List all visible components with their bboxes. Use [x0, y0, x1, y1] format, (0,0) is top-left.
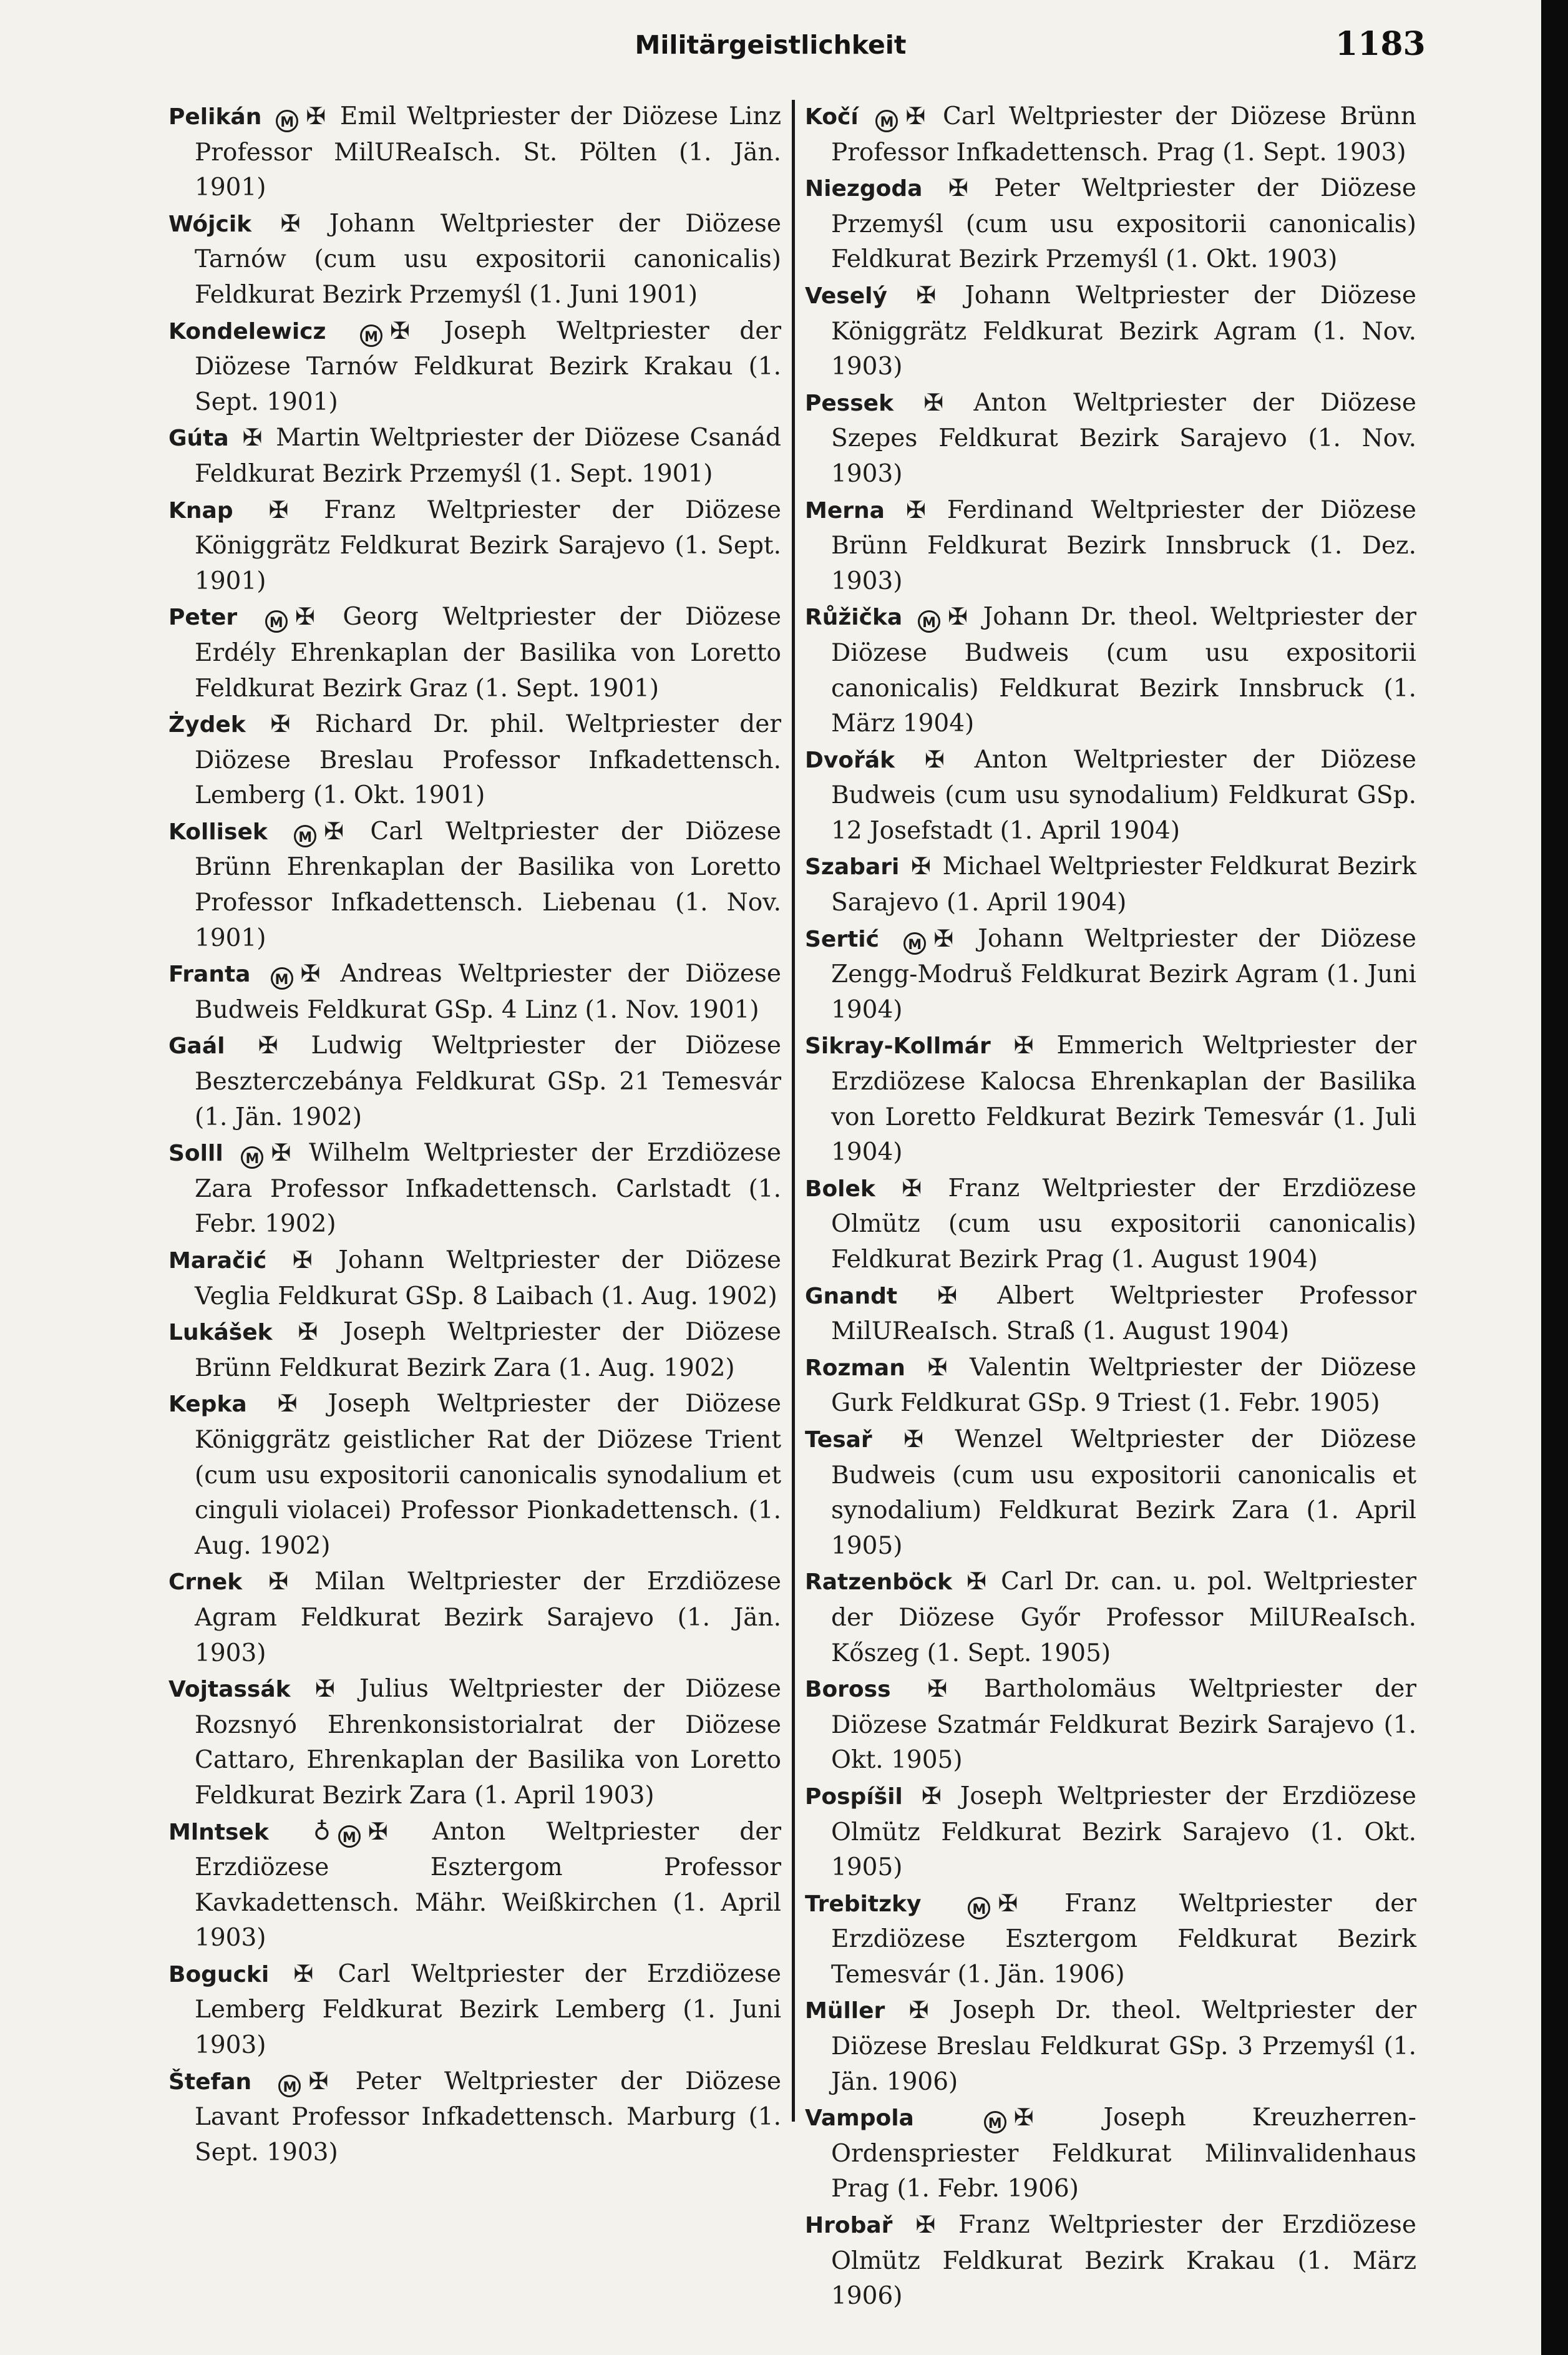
- cross-icon: ✠: [908, 1996, 929, 2024]
- entry-text: Carl Weltpriester der Diözese Brünn Ehrenkaplan der Basilika von Loretto Professor Infkadettensch. Liebenau (1. Nov. 1901): [195, 817, 781, 952]
- register-entry: [805, 1171, 1416, 1278]
- register-entry: [805, 599, 1416, 741]
- medal-m-icon: M: [875, 110, 898, 132]
- cross-icon: ✠: [292, 1246, 313, 1274]
- entry-surname: Kondelewicz: [168, 318, 326, 344]
- register-entry: [805, 1564, 1416, 1671]
- page-number: 1183: [1335, 25, 1426, 63]
- entry-surname: Hrobař: [805, 2213, 893, 2239]
- cross-icon: ✠: [268, 495, 289, 524]
- register-entry: [168, 1814, 781, 1956]
- cross-icon: ✠: [389, 316, 410, 344]
- register-entry: [168, 1564, 781, 1671]
- register-entry: [805, 1886, 1416, 1993]
- cross-icon: ✠: [280, 209, 301, 237]
- entry-text: Franz Weltpriester der Erzdiözese Olmütz (cum usu expositorii canonicalis) Feldkurat Bezirk Prag (1. August 1904): [831, 1174, 1416, 1274]
- cross-icon: ✠: [258, 1031, 278, 1060]
- entry-text: Anton Weltpriester der Erzdiözese Esztergom Professor Kavkadettensch. Mähr. Weißkirchen (1. April 1903): [195, 1817, 781, 1953]
- entry-surname: Pospíšil: [805, 1783, 903, 1810]
- register-entry: [805, 170, 1416, 278]
- entry-text: Wilhelm Weltpriester der Erzdiözese Zara Professor Infkadettensch. Carlstadt (1. Febr. 1902): [195, 1139, 782, 1239]
- entry-text: Carl Weltpriester der Diözese Brünn Professor Infkadettensch. Prag (1. Sept. 1903): [831, 102, 1416, 167]
- left-column: [168, 99, 781, 2170]
- entry-text: Johann Dr. theol. Weltpriester der Diözese Budweis (cum usu expositorii canonicalis) Feldkurat Bezirk Innsbruck (1. März 1904): [831, 603, 1416, 738]
- entry-surname: Kočí: [805, 104, 859, 130]
- entry-text: Emmerich Weltpriester der Erzdiözese Kalocsa Ehrenkaplan der Basilika von Loretto Feldkurat Bezirk Temesvár (1. Juli 1904): [831, 1031, 1416, 1167]
- cross-icon: ✠: [1013, 1031, 1034, 1060]
- entry-text: Joseph Weltpriester der Erzdiözese Olmütz Feldkurat Bezirk Sarajevo (1. Okt. 1905): [831, 1782, 1416, 1882]
- entry-text: Joseph Weltpriester der Diözese Tarnów Feldkurat Bezirk Krakau (1. Sept. 1901): [195, 316, 781, 416]
- entry-surname: Merna: [805, 497, 885, 524]
- entry-surname: Růžička: [805, 605, 903, 631]
- register-entry: [805, 1350, 1416, 1421]
- entry-surname: Pessek: [805, 390, 894, 416]
- cross-icon: ✠: [308, 2067, 329, 2095]
- cross-icon: ✠: [277, 1390, 298, 1418]
- register-entry: [805, 385, 1416, 492]
- medal-m-icon: M: [360, 324, 382, 347]
- decoration-ring-icon: ♁: [313, 1817, 331, 1845]
- cross-icon: ✠: [906, 495, 926, 524]
- entry-surname: Vampola: [805, 2105, 914, 2132]
- register-entry: [168, 1314, 781, 1386]
- entry-surname: Kollisek: [168, 819, 268, 845]
- register-entry: [805, 849, 1416, 920]
- register-entry: [168, 599, 781, 706]
- entry-surname: Tesař: [805, 1426, 872, 1453]
- cross-icon: ✠: [270, 710, 291, 738]
- cross-icon: ✠: [937, 1281, 958, 1309]
- entry-surname: Rozman: [805, 1355, 905, 1381]
- entry-text: Joseph Kreuzherren-Ordenspriester Feldkurat Milinvalidenhaus Prag (1. Febr. 1906): [831, 2104, 1416, 2203]
- register-entry: [168, 492, 781, 600]
- entry-text: Johann Weltpriester der Diözese Tarnów (cum usu expositorii canonicalis) Feldkurat Bezirk Przemyśl (1. Juni 1901): [195, 209, 782, 309]
- entry-surname: Sikray-Kollmár: [805, 1033, 991, 1060]
- entry-text: Anton Weltpriester der Diözese Szepes Feldkurat Bezirk Sarajevo (1. Nov. 1903): [831, 388, 1416, 488]
- entry-surname: Gúta: [168, 426, 229, 452]
- medal-m-icon: M: [918, 610, 940, 633]
- entry-surname: Szabari: [805, 854, 900, 880]
- entry-text: Richard Dr. phil. Weltpriester der Diözese Breslau Professor Infkadettensch. Lemberg (1. Okt. 1901): [195, 710, 781, 810]
- register-entry: [805, 2207, 1416, 2314]
- cross-icon: ✠: [967, 1568, 986, 1596]
- cross-icon: ✠: [271, 1139, 291, 1167]
- cross-icon: ✠: [293, 1959, 314, 1987]
- cross-icon: ✠: [902, 1174, 922, 1202]
- cross-icon: ✠: [924, 745, 945, 773]
- cross-icon: ✠: [916, 281, 937, 309]
- medal-m-icon: M: [276, 110, 298, 132]
- register-entry: [168, 1242, 781, 1314]
- register-entry: [168, 814, 781, 956]
- register-entry: [805, 1671, 1416, 1778]
- register-entry: [805, 921, 1416, 1028]
- cross-icon: ✠: [923, 388, 944, 416]
- cross-icon: ✠: [298, 1318, 318, 1346]
- entry-surname: Gnandt: [805, 1283, 898, 1309]
- register-entry: [805, 1028, 1416, 1170]
- entry-surname: Pelikán: [168, 104, 262, 130]
- entry-surname: Niezgoda: [805, 176, 923, 202]
- medal-m-icon: M: [968, 1897, 990, 1919]
- entry-surname: Mlntsek: [168, 1819, 269, 1845]
- entry-surname: Solll: [168, 1141, 223, 1167]
- entry-text: Johann Weltpriester der Diözese Veglia Feldkurat GSp. 8 Laibach (1. Aug. 1902): [195, 1246, 782, 1310]
- register-entry: [168, 706, 781, 814]
- entry-surname: Sertić: [805, 926, 879, 952]
- entry-surname: Ratzenböck: [805, 1569, 953, 1596]
- entry-text: Milan Weltpriester der Erzdiözese Agram Feldkurat Bezirk Sarajevo (1. Jän. 1903): [195, 1568, 781, 1667]
- entry-text: Franz Weltpriester der Erzdiözese Esztergom Feldkurat Bezirk Temesvár (1. Jän. 1906): [831, 1889, 1416, 1989]
- medal-m-icon: M: [265, 610, 288, 633]
- entry-surname: Peter: [168, 605, 238, 631]
- entry-surname: Knap: [168, 497, 233, 524]
- cross-icon: ✠: [910, 852, 931, 880]
- column-divider: [792, 100, 795, 2122]
- cross-icon: ✠: [905, 102, 926, 130]
- cross-icon: ✠: [927, 1675, 948, 1703]
- entry-text: Joseph Dr. theol. Weltpriester der Diözese Breslau Feldkurat GSp. 3 Przemyśl (1. Jän. 1906): [831, 1996, 1417, 2096]
- entry-text: Albert Weltpriester Professor MilUReaIsch. Straß (1. August 1904): [831, 1281, 1417, 1346]
- entry-text: Ferdinand Weltpriester der Diözese Brünn Feldkurat Bezirk Innsbruck (1. Dez. 1903): [831, 495, 1416, 595]
- cross-icon: ✠: [947, 603, 968, 631]
- entry-surname: Franta: [168, 962, 251, 988]
- register-entry: [168, 2064, 781, 2171]
- medal-m-icon: M: [294, 825, 316, 847]
- entry-text: Peter Weltpriester der Diözese Lavant Professor Infkadettensch. Marburg (1. Sept. 1903): [195, 2067, 781, 2167]
- cross-icon: ✠: [903, 1425, 923, 1453]
- register-entry: [805, 278, 1416, 385]
- cross-icon: ✠: [998, 1889, 1018, 1917]
- register-entry: [805, 1992, 1416, 2100]
- cross-icon: ✠: [1013, 2104, 1034, 2132]
- register-entry: [168, 1135, 781, 1242]
- cross-icon: ✠: [300, 960, 321, 988]
- register-entry: [168, 956, 781, 1028]
- register-entry: [168, 1671, 781, 1813]
- cross-icon: ✠: [324, 817, 344, 845]
- entry-text: Joseph Weltpriester der Diözese Königgrätz geistlicher Rat der Diözese Trient (cum usu expositorii canonicalis synodalium et cinguli violacei) Professor Pionkadettensch. (1. Aug. 1902): [195, 1390, 781, 1560]
- entry-surname: Veselý: [805, 283, 887, 309]
- register-entry: [805, 1278, 1416, 1350]
- entry-text: Julius Weltpriester der Diözese Rozsnyó Ehrenkonsistorialrat der Diözese Cattaro, Ehrenkaplan der Basilika von Loretto Feldkurat Bezirk Zara (1. April 1903): [195, 1675, 782, 1810]
- entry-surname: Kepka: [168, 1392, 247, 1418]
- entry-text: Emil Weltpriester der Diözese Linz Professor MilUReaIsch. St. Pölten (1. Jän. 1901): [195, 102, 781, 202]
- cross-icon: ✠: [268, 1568, 289, 1596]
- register-entry: [805, 1421, 1416, 1564]
- cross-icon: ✠: [927, 1353, 948, 1381]
- entry-text: Johann Weltpriester der Diözese Königgrätz Feldkurat Bezirk Agram (1. Nov. 1903): [831, 281, 1416, 381]
- entry-text: Georg Weltpriester der Diözese Erdély Ehrenkaplan der Basilika von Loretto Feldkurat Bezirk Graz (1. Sept. 1901): [195, 603, 782, 703]
- medal-m-icon: M: [338, 1825, 361, 1848]
- register-entry: [168, 1386, 781, 1564]
- entry-surname: Trebitzky: [805, 1891, 922, 1917]
- register-entry: [805, 99, 1416, 170]
- entry-text: Carl Weltpriester der Erzdiözese Lemberg Feldkurat Bezirk Lemberg (1. Juni 1903): [195, 1959, 782, 2060]
- register-entry: [805, 1778, 1416, 1886]
- cross-icon: ✠: [933, 924, 954, 952]
- register-entry: [805, 742, 1416, 849]
- entry-surname: Wójcik: [168, 211, 252, 237]
- entry-text: Franz Weltpriester der Diözese Königgrätz Feldkurat Bezirk Sarajevo (1. Sept. 1901): [195, 495, 781, 595]
- entry-surname: Bolek: [805, 1176, 875, 1202]
- register-entry: [168, 313, 781, 421]
- cross-icon: ✠: [915, 2211, 936, 2239]
- register-entry: [805, 492, 1416, 600]
- entry-surname: Lukášek: [168, 1320, 273, 1346]
- register-entry: [168, 420, 781, 492]
- entry-text: Michael Weltpriester Feldkurat Bezirk Sarajevo (1. April 1904): [831, 852, 1416, 917]
- cross-icon: ✠: [314, 1675, 335, 1703]
- entry-surname: Gaál: [168, 1033, 225, 1060]
- cross-icon: ✠: [306, 102, 326, 130]
- medal-m-icon: M: [903, 932, 926, 955]
- cross-icon: ✠: [368, 1817, 388, 1845]
- register-entry: [168, 1028, 781, 1135]
- entry-text: Andreas Weltpriester der Diözese Budweis Feldkurat GSp. 4 Linz (1. Nov. 1901): [195, 960, 782, 1024]
- page-title: Militärgeistlichkeit: [635, 30, 907, 60]
- entry-text: Anton Weltpriester der Diözese Budweis (cum usu synodalium) Feldkurat GSp. 12 Josefstadt (1. April 1904): [831, 745, 1416, 845]
- entry-text: Valentin Weltpriester der Diözese Gurk Feldkurat GSp. 9 Triest (1. Febr. 1905): [831, 1353, 1416, 1418]
- entry-text: Wenzel Weltpriester der Diözese Budweis (cum usu expositorii canonicalis et synodalium) Feldkurat Bezirk Zara (1. April 1905): [831, 1425, 1416, 1560]
- entry-text: Joseph Weltpriester der Diözese Brünn Feldkurat Bezirk Zara (1. Aug. 1902): [195, 1318, 782, 1382]
- medal-m-icon: M: [278, 2075, 301, 2097]
- entry-surname: Vojtassák: [168, 1677, 291, 1703]
- entry-surname: Müller: [805, 1998, 885, 2024]
- entry-surname: Štefan: [168, 2069, 252, 2095]
- register-entry: [168, 206, 781, 313]
- right-column: [805, 99, 1416, 2314]
- entry-surname: Dvořák: [805, 747, 895, 773]
- entry-text: Ludwig Weltpriester der Diözese Beszterczebánya Feldkurat GSp. 21 Temesvár (1. Jän. 1902): [195, 1031, 781, 1131]
- register-entry: [805, 2100, 1416, 2207]
- medal-m-icon: M: [241, 1146, 263, 1169]
- cross-icon: ✠: [948, 174, 968, 202]
- entry-surname: Żydek: [168, 712, 246, 738]
- entry-surname: Crnek: [168, 1569, 243, 1596]
- medal-m-icon: M: [984, 2111, 1006, 2133]
- entry-text: Martin Weltpriester der Diözese Csanád Feldkurat Bezirk Przemyśl (1. Sept. 1901): [195, 424, 781, 488]
- register-entry: [168, 99, 781, 206]
- entry-surname: Boross: [805, 1677, 891, 1703]
- cross-icon: ✠: [242, 424, 263, 452]
- entry-text: Carl Dr. can. u. pol. Weltpriester der Diözese Győr Professor MilUReaIsch. Kőszeg (1. Sept. 1905): [831, 1568, 1416, 1667]
- medal-m-icon: M: [271, 967, 293, 990]
- entry-surname: Maračić: [168, 1248, 267, 1274]
- cross-icon: ✠: [921, 1782, 942, 1810]
- entry-text: Franz Weltpriester der Erzdiözese Olmütz Feldkurat Bezirk Krakau (1. März 1906): [831, 2211, 1416, 2311]
- entry-surname: Bogucki: [168, 1961, 270, 1987]
- register-entry: [168, 1956, 781, 2064]
- cross-icon: ✠: [295, 603, 315, 631]
- entry-text: Johann Weltpriester der Diözese Zengg-Modruš Feldkurat Bezirk Agram (1. Juni 1904): [831, 924, 1416, 1024]
- entry-text: Bartholomäus Weltpriester der Diözese Szatmár Feldkurat Bezirk Sarajevo (1. Okt. 1905): [831, 1675, 1416, 1775]
- entry-text: Peter Weltpriester der Diözese Przemyśl (cum usu expositorii canonicalis) Feldkurat Bezirk Przemyśl (1. Okt. 1903): [831, 174, 1417, 274]
